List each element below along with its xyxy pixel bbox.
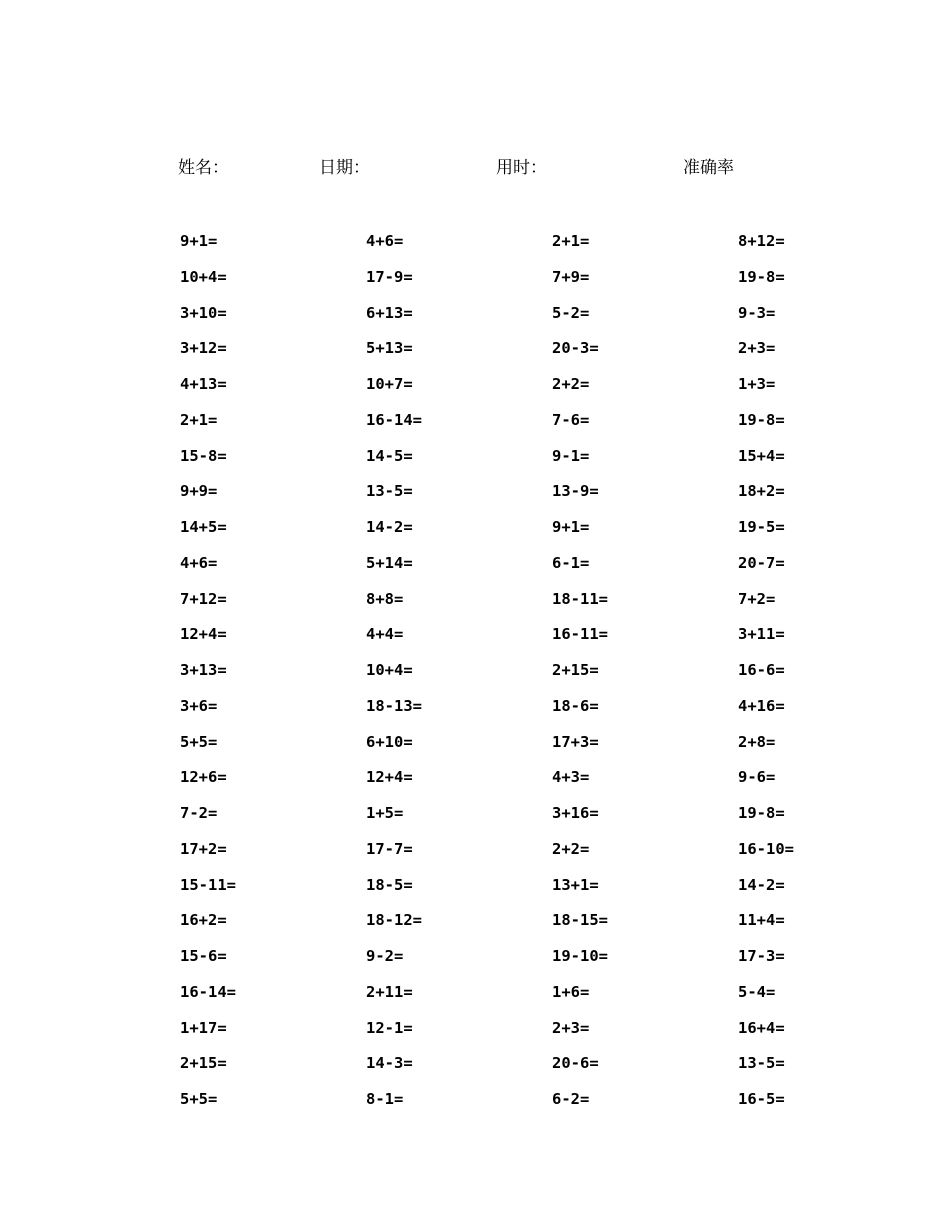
math-problem: 9+1= bbox=[552, 518, 590, 536]
math-problem: 20-7= bbox=[738, 553, 785, 572]
math-problem: 5+5= bbox=[180, 1090, 218, 1108]
math-problem: 14-2= bbox=[366, 518, 413, 536]
math-problem: 4+3= bbox=[552, 768, 590, 787]
math-problem: 18+2= bbox=[738, 482, 785, 501]
math-problem: 3+10= bbox=[180, 303, 227, 322]
math-problem: 18-15= bbox=[552, 911, 608, 930]
math-problem: 16-5= bbox=[738, 1090, 785, 1108]
math-problem: 17+2= bbox=[180, 839, 227, 858]
math-problem: 2+2= bbox=[552, 839, 590, 858]
math-problem: 2+15= bbox=[552, 661, 599, 679]
math-problem: 16+2= bbox=[180, 911, 227, 930]
math-problem: 12+6= bbox=[180, 768, 227, 787]
math-problem: 9-6= bbox=[738, 768, 776, 787]
math-problem: 18-5= bbox=[366, 875, 413, 894]
name-label: 姓名： bbox=[178, 158, 229, 178]
math-problem: 17-7= bbox=[366, 839, 413, 858]
math-problem: 6-1= bbox=[552, 553, 590, 572]
math-problem: 2+3= bbox=[738, 339, 776, 358]
math-problem: 10+7= bbox=[366, 375, 413, 393]
math-problem: 9-2= bbox=[366, 947, 404, 965]
time-label: 用时： bbox=[496, 158, 547, 178]
math-problem: 14-5= bbox=[366, 446, 413, 465]
problem-column-3 bbox=[552, 230, 608, 1124]
math-problem: 14-3= bbox=[366, 1054, 413, 1073]
math-problem: 20-3= bbox=[552, 339, 599, 358]
math-problem: 5+14= bbox=[366, 553, 413, 572]
math-problem: 3+13= bbox=[180, 661, 227, 679]
math-problem: 3+12= bbox=[180, 339, 227, 358]
math-problem: 5-4= bbox=[738, 982, 776, 1001]
math-problem: 18-13= bbox=[366, 696, 422, 715]
math-problem: 7-2= bbox=[180, 804, 218, 822]
math-problem: 6+10= bbox=[366, 732, 413, 751]
math-problem: 13-9= bbox=[552, 482, 599, 501]
math-problem: 3+11= bbox=[738, 625, 785, 644]
math-problem: 13-5= bbox=[738, 1054, 785, 1073]
math-problem: 15-8= bbox=[180, 446, 227, 465]
problem-column-2 bbox=[366, 230, 422, 1124]
math-problem: 17-9= bbox=[366, 267, 413, 286]
math-problem: 13-5= bbox=[366, 482, 413, 501]
math-problem: 16-14= bbox=[180, 982, 236, 1001]
math-problem: 19-8= bbox=[738, 267, 785, 286]
math-problem: 11+4= bbox=[738, 911, 785, 930]
math-problem: 9+9= bbox=[180, 482, 218, 501]
math-problem: 4+6= bbox=[180, 553, 218, 572]
math-problem: 7+2= bbox=[738, 589, 776, 608]
math-problem: 16-11= bbox=[552, 625, 608, 644]
math-problem: 8+8= bbox=[366, 589, 404, 608]
date-label: 日期： bbox=[319, 158, 370, 178]
math-problem: 5-2= bbox=[552, 303, 590, 322]
math-problem: 2+15= bbox=[180, 1054, 227, 1073]
math-problem: 14+5= bbox=[180, 518, 227, 536]
math-problem: 17-3= bbox=[738, 947, 785, 965]
math-problem: 10+4= bbox=[366, 661, 413, 679]
math-problem: 5+5= bbox=[180, 732, 218, 751]
math-problem: 20-6= bbox=[552, 1054, 599, 1073]
math-problem: 13+1= bbox=[552, 875, 599, 894]
math-problem: 10+4= bbox=[180, 267, 227, 286]
math-problem: 1+5= bbox=[366, 804, 404, 822]
math-problem: 19-8= bbox=[738, 410, 785, 429]
math-problem: 4+6= bbox=[366, 232, 404, 250]
math-problem: 6-2= bbox=[552, 1090, 590, 1108]
math-problem: 16-14= bbox=[366, 410, 422, 429]
math-problem: 12+4= bbox=[366, 768, 413, 787]
math-problem: 2+1= bbox=[552, 232, 590, 250]
math-problem: 19-10= bbox=[552, 947, 608, 965]
math-problem: 18-6= bbox=[552, 696, 599, 715]
math-problem: 9+1= bbox=[180, 232, 218, 250]
math-problem: 2+1= bbox=[180, 410, 218, 429]
math-problem: 1+3= bbox=[738, 375, 776, 393]
math-problem: 16+4= bbox=[738, 1018, 785, 1037]
math-problem: 17+3= bbox=[552, 732, 599, 751]
math-problem: 15+4= bbox=[738, 446, 785, 465]
math-problem: 15-6= bbox=[180, 947, 227, 965]
math-problem: 19-5= bbox=[738, 518, 785, 536]
math-problem: 18-12= bbox=[366, 911, 422, 930]
math-problem: 2+8= bbox=[738, 732, 776, 751]
math-problem: 19-8= bbox=[738, 804, 785, 822]
math-problem: 12-1= bbox=[366, 1018, 413, 1037]
math-problem: 4+16= bbox=[738, 696, 785, 715]
math-problem: 4+4= bbox=[366, 625, 404, 644]
math-problem: 1+6= bbox=[552, 982, 590, 1001]
math-problem: 7+9= bbox=[552, 267, 590, 286]
math-problem: 9-3= bbox=[738, 303, 776, 322]
math-problem: 1+17= bbox=[180, 1018, 227, 1037]
math-problem: 12+4= bbox=[180, 625, 227, 644]
math-problem: 5+13= bbox=[366, 339, 413, 358]
math-problem: 2+11= bbox=[366, 982, 413, 1001]
math-problem: 8+12= bbox=[738, 232, 785, 250]
problem-column-1 bbox=[180, 230, 236, 1124]
math-problem: 16-10= bbox=[738, 839, 794, 858]
math-problem: 3+16= bbox=[552, 804, 599, 822]
math-problem: 18-11= bbox=[552, 589, 608, 608]
math-problem: 2+3= bbox=[552, 1018, 590, 1037]
math-problem: 8-1= bbox=[366, 1090, 404, 1108]
math-problem: 7+12= bbox=[180, 589, 227, 608]
accuracy-label: 准确率 bbox=[683, 158, 734, 178]
math-problem: 16-6= bbox=[738, 661, 785, 679]
math-problem: 14-2= bbox=[738, 875, 785, 894]
math-problem: 7-6= bbox=[552, 410, 590, 429]
math-problem: 3+6= bbox=[180, 696, 218, 715]
math-problem: 2+2= bbox=[552, 375, 590, 393]
math-problem: 6+13= bbox=[366, 303, 413, 322]
math-problem: 9-1= bbox=[552, 446, 590, 465]
problem-column-4 bbox=[738, 230, 794, 1124]
math-problem: 15-11= bbox=[180, 875, 236, 894]
math-problem: 4+13= bbox=[180, 375, 227, 393]
